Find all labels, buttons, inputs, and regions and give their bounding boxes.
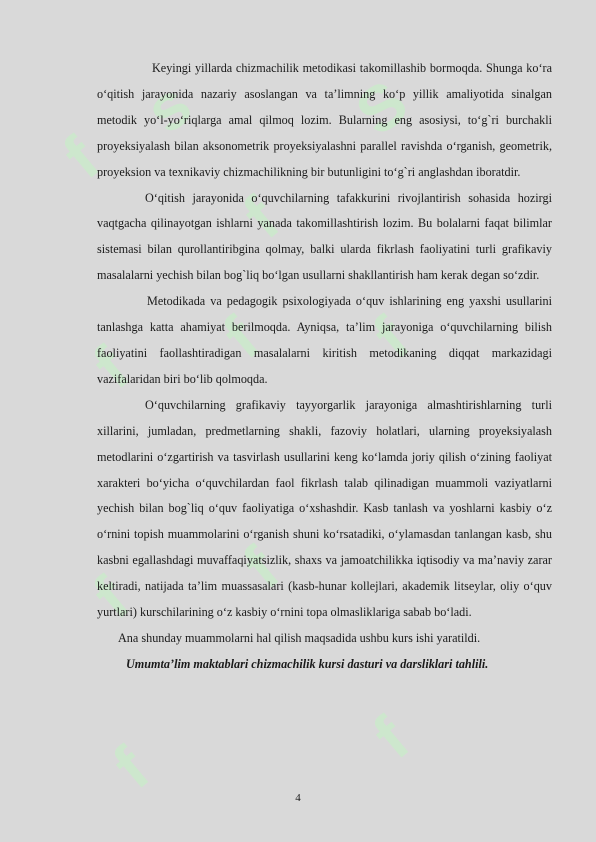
- paragraph: Keyingi yillarda chizmachilik metodikasi takomillashib bormoqda. Shunga ko‘ra o‘qitish jarayonida nazariy asoslangan va ta’limning ko‘p yillik amaliyotida sinalgan metodik yo‘l-yo‘riqlarga amal qilmoq lozim. Bularning eng asosiysi, to‘g`ri burchakli proyeksiyalash bilan aksonometrik proyeksiyalashni parallel ravishda o‘rganish, geometrik, proyeksion va texnikaviy chizmachilikning bir butunligini to‘g`ri anglashdan iboratdir.: [97, 61, 552, 179]
- watermark: f: [49, 121, 114, 193]
- paragraph: O‘quvchilarning grafikaviy tayyorgarlik jarayoniga almashtirishlarning turli xillarini, jumladan, predmetlarning shakli, fazoviy holatlari, ularning proyeksiyalash metodlarini o‘zgartirish va tasvirlash usullarini keng ko‘lamda joriy qilish o‘zining faoliyat xarakteri bo‘yicha o‘quvchilardan faol fikrlash talab qilinadigan muammoli vaziyatlarni yechish bilan bog`liq o‘quv faoliyatiga o‘xshashdir. Kasb tanlash va yoshlarni kasbiy o‘z o‘rnini topish muammolarini o‘rganish shuni ko‘rsatadiki, o‘ylamasdan tanlangan kasb, shu kasbni egallashdagi muvaffaqiyatsizlik, shaxs va jamoatchilikka iqtisodiy va ma’naviy zarar keltiradi, natijada ta’lim muassasalari (kasb-hunar kollejlari, akademik litseylar, oliy o‘quv yurtlari) kurschilarining o‘z kasbiy o‘rnini topa olmasliklariga sabab bo‘ladi.: [97, 397, 552, 620]
- document-body: [97, 56, 552, 678]
- watermark: f: [79, 331, 144, 403]
- paragraph: O‘qitish jarayonida o‘quvchilarning tafakkurini rivojlantirish sohasida hozirgi vaqtgacha qilinayotgan ishlarni yanada takomillashtirish lozim. Bu bolalarni faqat bilimlar sistemasi bilan qurollantiribgina qolmay, balki ularda fikrlash faoliyatini turli grafikaviy masalalarni yechish bilan bog`liq bo‘lgan usullarni shakllantirish ham kerak degan so‘zdir.: [97, 190, 552, 283]
- watermark: s: [131, 67, 207, 147]
- watermark: f: [229, 531, 294, 603]
- watermark: f: [99, 731, 164, 803]
- section-heading: Umumta’lim maktablari chizmachilik kursi dasturi va darsliklari tahlili.: [126, 656, 489, 671]
- watermark: f: [229, 181, 294, 253]
- watermark: f: [209, 301, 274, 373]
- paragraph: Metodikada va pedagogik psixologiyada o‘quv ishlarining eng yaxshi usullarini tanlashga katta ahamiyat berilmoqda. Ayniqsa, ta’lim jarayoniga o‘quvchilarning bilish faoliyatini faollashtiradigan masalalarni kiritish metodikaning diqqat markazidagi vazifalaridan biri bo‘lib qolmoqda.: [97, 294, 552, 386]
- page-number: 4: [295, 792, 301, 804]
- watermark: f: [79, 561, 144, 633]
- watermark: f: [359, 301, 424, 373]
- watermark: S: [342, 65, 423, 149]
- watermark: f: [359, 701, 424, 773]
- paragraph: Ana shunday muammolarni hal qilish maqsadida ushbu kurs ishi yaratildi.: [118, 630, 481, 645]
